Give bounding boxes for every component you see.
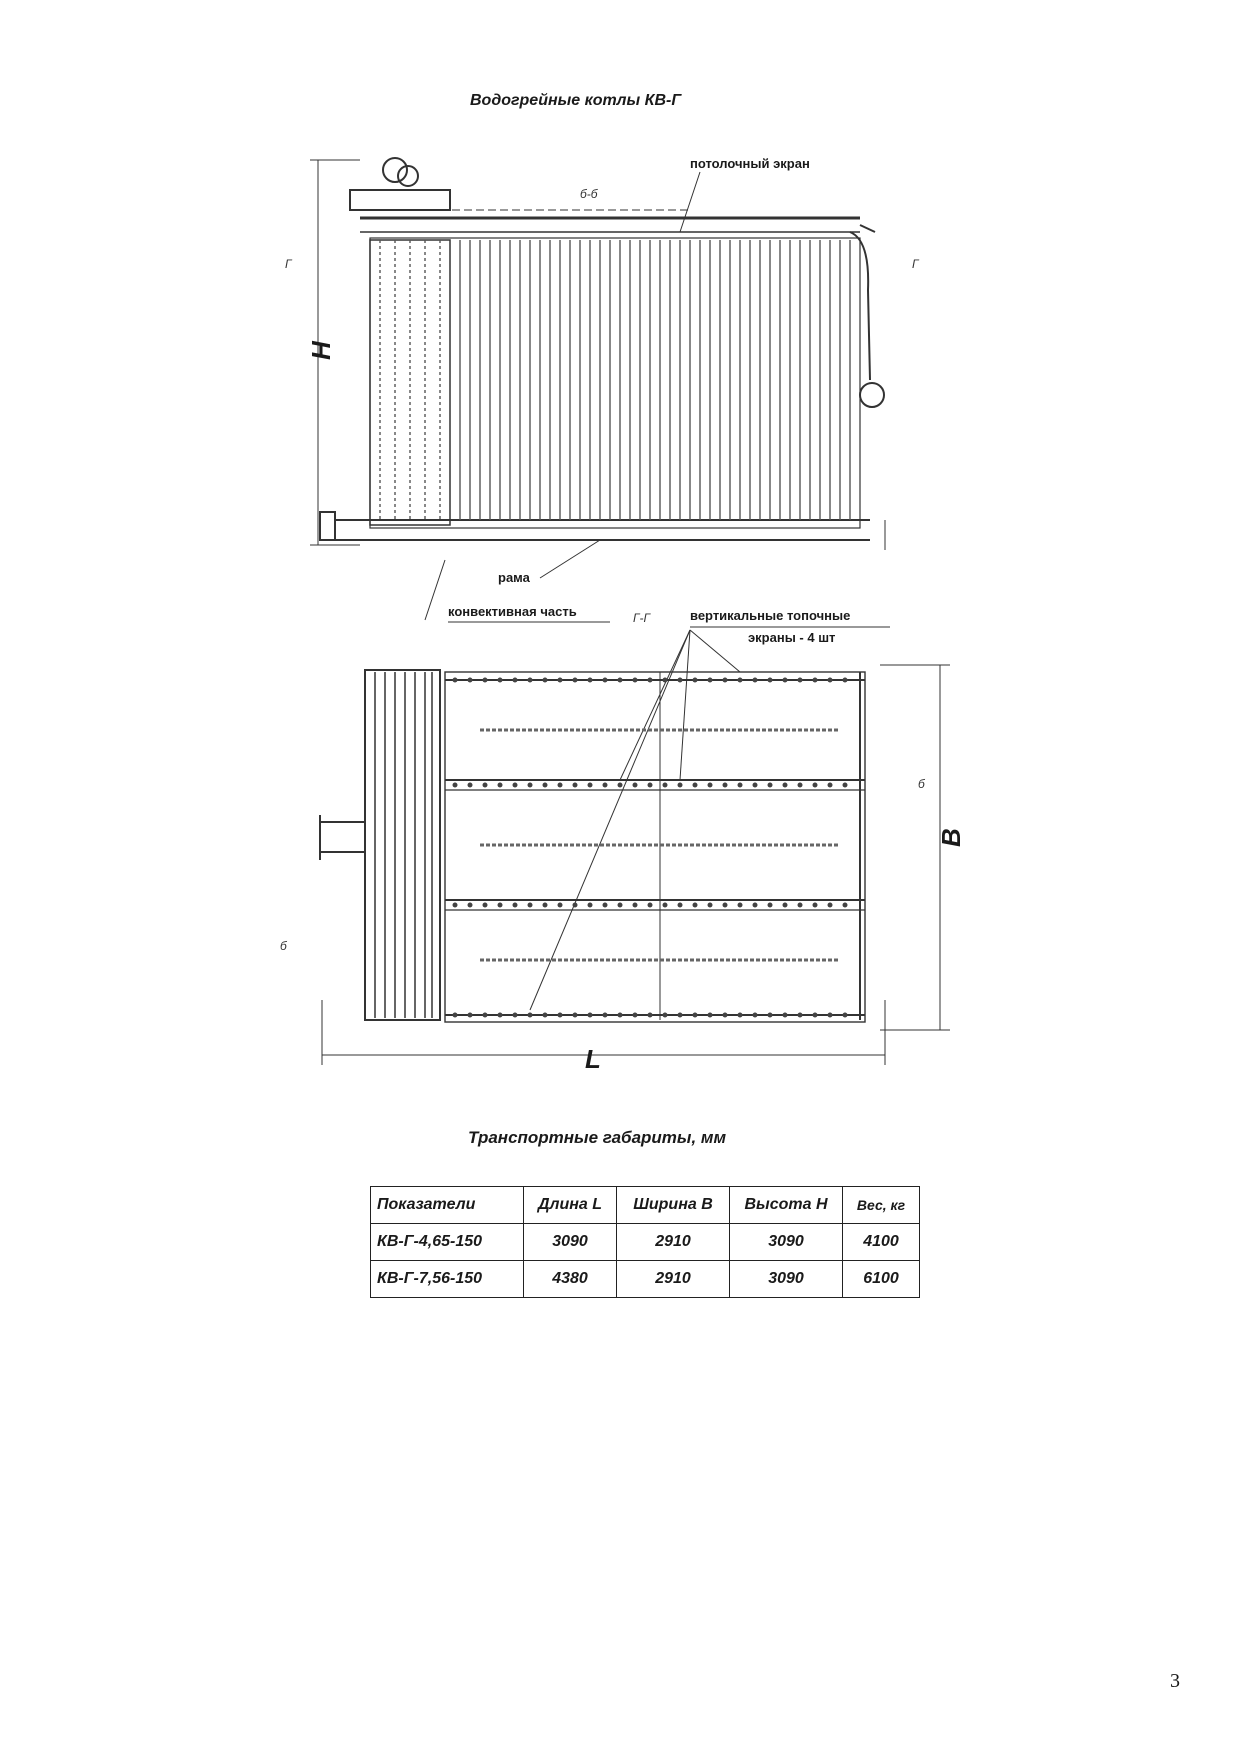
page-number: 3 bbox=[1170, 1670, 1180, 1692]
col-header-indicator: Показатели bbox=[371, 1187, 524, 1224]
cell-length: 3090 bbox=[524, 1224, 617, 1261]
table-header-row bbox=[371, 1187, 920, 1224]
dim-length-label: L bbox=[585, 1044, 601, 1074]
label-convective-part: конвективная часть bbox=[448, 604, 577, 619]
cut-mark-g-left: Г bbox=[285, 257, 292, 271]
label-ceiling-screen: потолочный экран bbox=[690, 156, 810, 171]
cell-model: КВ-Г-4,65-150 bbox=[371, 1224, 524, 1261]
cut-mark-b-left: б bbox=[280, 939, 287, 953]
col-header-height: Высота H bbox=[730, 1187, 843, 1224]
col-header-weight: Вес, кг bbox=[843, 1187, 920, 1224]
dimensions-table bbox=[370, 1186, 920, 1298]
col-header-width: Ширина B bbox=[617, 1187, 730, 1224]
dim-height-label: H bbox=[306, 341, 336, 360]
label-vertical-screens-2: экраны - 4 шт bbox=[748, 630, 836, 645]
table-row bbox=[371, 1224, 920, 1261]
cell-model: КВ-Г-7,56-150 bbox=[371, 1261, 524, 1298]
col-header-length: Длина L bbox=[524, 1187, 617, 1224]
cut-mark-b-right: б bbox=[918, 777, 925, 791]
dim-width-label: B bbox=[936, 828, 966, 847]
table-caption: Транспортные габариты, мм bbox=[468, 1128, 727, 1147]
label-vertical-screens-1: вертикальные топочные bbox=[690, 608, 851, 623]
page-title: Водогрейные котлы КВ-Г bbox=[470, 92, 682, 109]
cut-mark-g-right: Г bbox=[912, 257, 919, 271]
section-label-top: б-б bbox=[580, 187, 598, 201]
side-view bbox=[310, 158, 885, 550]
table-row bbox=[371, 1261, 920, 1298]
label-frame: рама bbox=[498, 570, 530, 585]
plan-view bbox=[320, 665, 950, 1065]
cell-width: 2910 bbox=[617, 1224, 730, 1261]
cell-length: 4380 bbox=[524, 1261, 617, 1298]
cell-height: 3090 bbox=[730, 1261, 843, 1298]
cell-weight: 4100 bbox=[843, 1224, 920, 1261]
cell-weight: 6100 bbox=[843, 1261, 920, 1298]
cell-height: 3090 bbox=[730, 1224, 843, 1261]
section-label-bottom: Г-Г bbox=[633, 611, 651, 625]
cell-width: 2910 bbox=[617, 1261, 730, 1298]
